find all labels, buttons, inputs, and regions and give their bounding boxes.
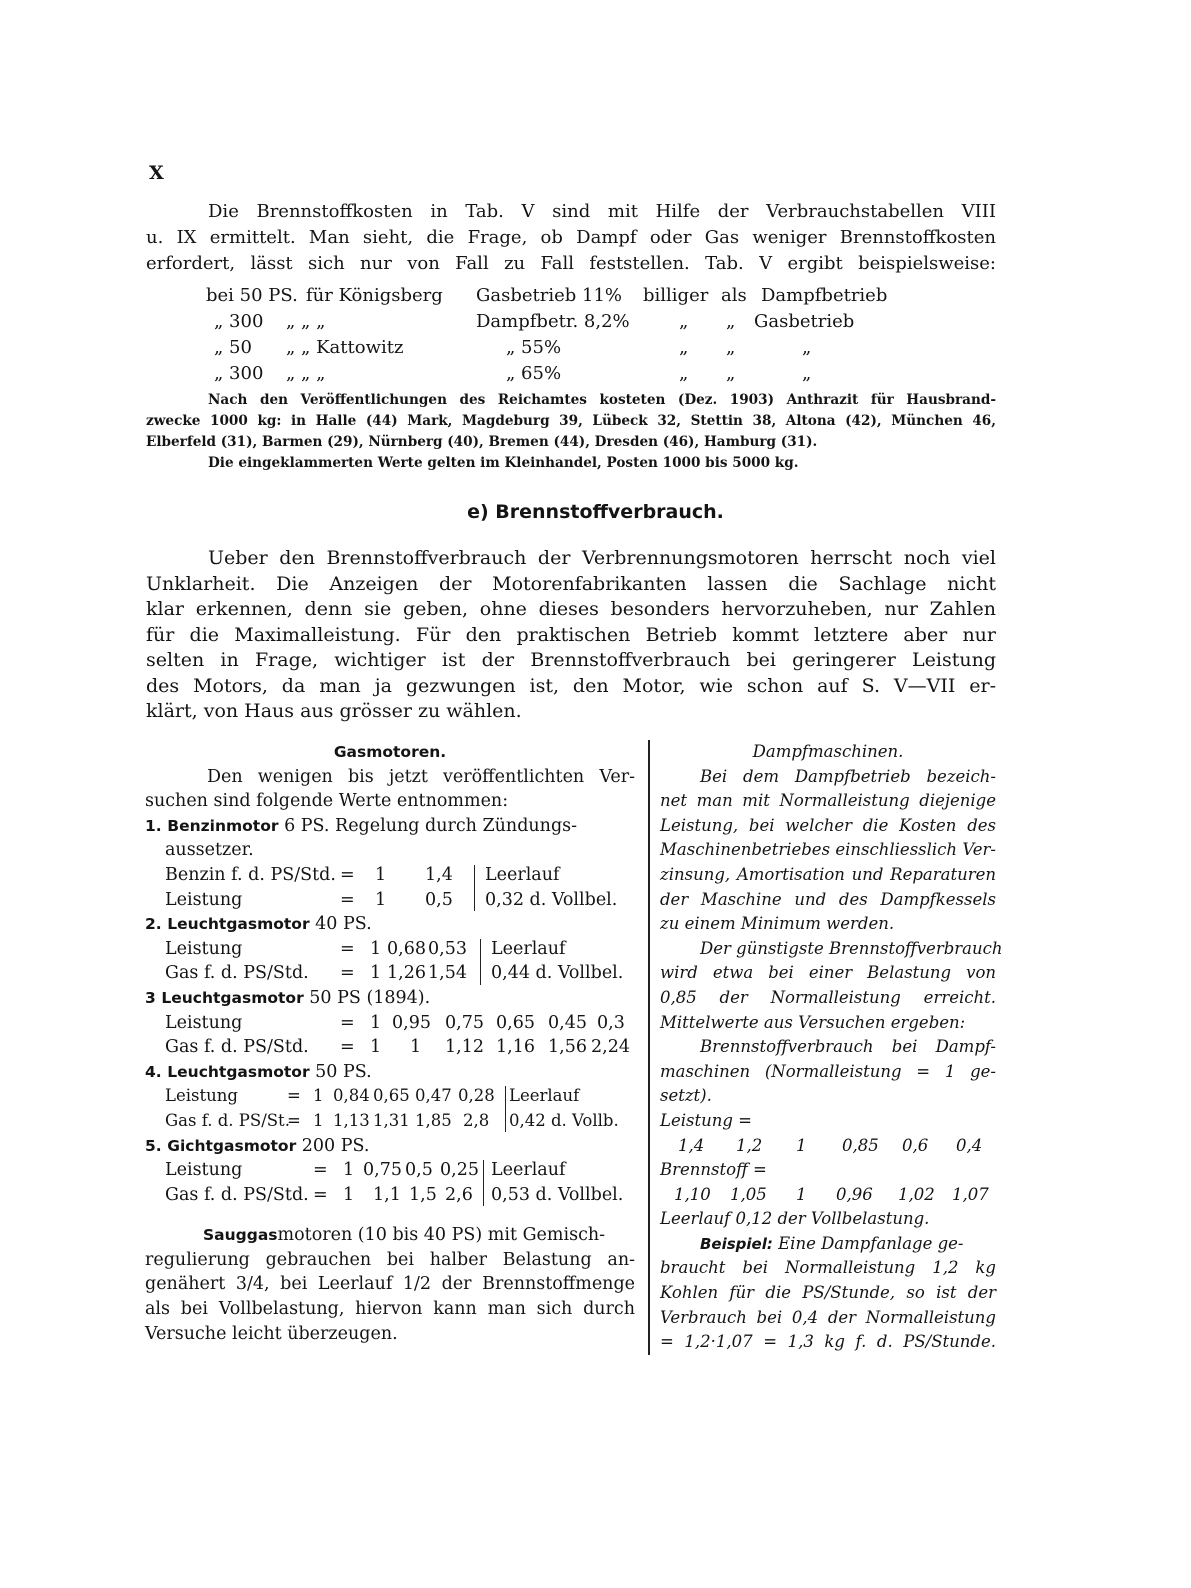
comparison-table — [206, 283, 906, 387]
row-label: Gas f. d. PS/Std. — [165, 1037, 309, 1058]
footnote-line: Nach den Veröffentlichungen des Reichamtes kosteten (Dez. 1903) Anthrazit für Hausbrand- — [208, 392, 996, 408]
body-line: Ueber den Brennstoffverbrauch der Verbrennungsmotoren herrscht noch viel — [208, 547, 996, 569]
row-note: 0,53 d. Vollbel. — [491, 1184, 624, 1205]
cmp-cell: „ — [679, 337, 689, 358]
body-line: für die Maximalleistung. Für den praktischen Betrieb kommt letztere aber nur — [146, 623, 996, 646]
motor-3-row — [145, 1011, 635, 1036]
section-heading: e) Brennstoffverbrauch. — [467, 501, 724, 523]
motor-number: 4. — [145, 1062, 162, 1081]
row-note: Leerlauf — [491, 1160, 566, 1181]
sauggas-line: als bei Vollbelastung, hiervon kann man sich durch — [145, 1299, 635, 1320]
footnote — [146, 390, 996, 474]
row-val: 1,26 — [387, 963, 426, 984]
value: 1 — [796, 1135, 807, 1155]
leistung-values — [660, 1134, 996, 1159]
cmp-cell: Gasbetrieb — [754, 311, 855, 332]
row-val: 1,56 — [548, 1037, 587, 1058]
dampf-line: Maschinenbetriebes einschliesslich Ver- — [660, 840, 996, 860]
cmp-cell: „ 50 — [214, 337, 252, 358]
sauggas-bold: Sauggas — [203, 1226, 278, 1245]
row-note: Leerlauf — [509, 1086, 580, 1106]
row-val: 0,84 — [333, 1086, 370, 1106]
row-eq: = — [340, 963, 355, 984]
cmp-cell: „ — [679, 311, 689, 332]
row-label: Leistung — [165, 1160, 243, 1181]
row-val: 1 — [375, 889, 387, 910]
row-note: 0,42 d. Vollb. — [509, 1110, 619, 1130]
column-divider — [648, 740, 650, 1355]
motor-name: Gichtgasmotor — [167, 1136, 297, 1155]
leistung-label: Leistung = — [660, 1110, 752, 1130]
dampf-line: wird etwa bei einer Belastung von — [660, 963, 996, 983]
row-val: 1,16 — [496, 1037, 535, 1058]
row-val: 1 — [343, 1160, 355, 1181]
cmp-cell: „ 65% — [506, 363, 562, 384]
comparison-row — [206, 309, 906, 335]
row-val: 1 — [313, 1086, 324, 1106]
motor-desc-cont: aussetzer. — [165, 840, 254, 861]
row-val: 1 — [370, 963, 382, 984]
sauggas-line: Versuche leicht überzeugen. — [145, 1323, 398, 1344]
row-label: Leistung — [165, 1086, 238, 1106]
value: 0,85 — [842, 1135, 879, 1155]
dampf-line: setzt). — [660, 1086, 712, 1106]
motor-desc: 40 PS. — [309, 914, 372, 935]
value: 1,02 — [898, 1184, 935, 1204]
motor-name: Leuchtgasmotor — [167, 1062, 310, 1081]
dampf-line: maschinen (Normalleistung = 1 ge- — [660, 1061, 996, 1081]
row-eq: = — [313, 1184, 328, 1205]
cmp-cell: „ 55% — [506, 337, 562, 358]
row-val: 1,85 — [415, 1110, 452, 1130]
row-val: 1 — [370, 938, 382, 959]
sauggas-line — [145, 1223, 635, 1248]
row-eq: = — [340, 1012, 355, 1033]
row-label: Benzin f. d. PS/Std. — [165, 864, 336, 885]
footnote-line: Die eingeklammerten Werte gelten im Kleinhandel, Posten 1000 bis 5000 kg. — [208, 455, 799, 471]
cmp-cell: „ „ „ — [286, 363, 326, 384]
dampf-line: Der günstigste Brennstoffverbrauch — [700, 938, 1003, 958]
row-val: 0,47 — [415, 1086, 452, 1106]
row-eq: = — [287, 1110, 301, 1130]
dampf-line: 0,85 der Normalleistung erreicht. — [660, 987, 996, 1007]
beispiel-line: Kohlen für die PS/Stunde, so ist der — [660, 1283, 996, 1303]
row-val: 0,95 — [392, 1012, 431, 1033]
row-note: Leerlauf — [491, 938, 566, 959]
row-eq: = — [340, 938, 355, 959]
sauggas-text: motoren (10 bis 40 PS) mit Gemisch- — [277, 1225, 606, 1246]
footnote-line: Elberfeld (31), Barmen (29), Nürnberg (40), Bremen (44), Dresden (46), Hamburg (31). — [146, 434, 818, 450]
value: 0,6 — [902, 1135, 929, 1155]
row-label: Gas f. d. PS/Std. — [165, 1184, 309, 1205]
motor-number: 1. — [145, 816, 162, 835]
dampf-line: net man mit Normalleistung diejenige — [660, 791, 996, 811]
sauggas-line: genähert 3/4, bei Leerlauf 1/2 der Brennstoffmenge — [145, 1274, 635, 1295]
body-line: Unklarheit. Die Anzeigen der Motorenfabrikanten lassen die Sachlage nicht — [146, 572, 996, 595]
value: 1,07 — [952, 1184, 989, 1204]
comparison-row — [206, 335, 906, 361]
row-val: 1 — [313, 1110, 324, 1130]
motor-4-row — [145, 1109, 635, 1134]
row-val: 1,54 — [428, 963, 467, 984]
row-val: 2,6 — [445, 1184, 473, 1205]
motor-3-heading — [145, 986, 635, 1011]
motor-2-row — [145, 961, 635, 986]
cmp-cell: Gasbetrieb 11% — [476, 285, 623, 306]
cmp-cell: „ „ „ — [286, 311, 326, 332]
row-val: 0,68 — [387, 938, 426, 959]
motor-1-row — [145, 888, 635, 913]
gas-intro-line: suchen sind folgende Werte entnommen: — [145, 791, 509, 812]
motor-4-row — [145, 1084, 635, 1109]
cmp-cell: als — [721, 285, 747, 306]
beispiel-label: Beispiel: — [700, 1234, 773, 1253]
value: 1,2 — [736, 1135, 763, 1155]
motor-5-row — [145, 1183, 635, 1208]
value: 1,10 — [674, 1184, 711, 1204]
row-val: 0,45 — [548, 1012, 587, 1033]
row-val: 1,13 — [333, 1110, 370, 1130]
motor-1-heading — [145, 814, 635, 839]
body-line: klar erkennen, denn sie geben, ohne dieses besonders hervorzuheben, nur Zahlen — [146, 598, 996, 620]
row-eq: = — [313, 1160, 328, 1181]
beispiel-line: Verbrauch bei 0,4 der Normalleistung — [660, 1307, 996, 1327]
row-val: 0,65 — [373, 1086, 410, 1106]
intro-line: Die Brennstoffkosten in Tab. V sind mit Hilfe der Verbrauchstabellen VIII — [208, 201, 996, 222]
beispiel-line — [660, 1232, 996, 1257]
cmp-cell: „ 300 — [214, 311, 264, 332]
row-val: 0,53 — [428, 938, 467, 959]
row-eq: = — [340, 1037, 355, 1058]
motor-desc: 50 PS. — [309, 1061, 372, 1082]
motor-5-row — [145, 1158, 635, 1183]
body-line: selten in Frage, wichtiger ist der Brennstoffverbrauch bei geringerer Leistung — [146, 649, 996, 671]
row-val: 1 — [375, 864, 387, 885]
row-label: Leistung — [165, 889, 243, 910]
intro-line: erfordert, lässt sich nur von Fall zu Fall feststellen. Tab. V ergibt beispielsweise: — [146, 253, 996, 274]
row-label: Leistung — [165, 1012, 243, 1033]
motor-number: 3 — [145, 988, 156, 1007]
leerlauf-note: Leerlauf 0,12 der Vollbelastung. — [660, 1209, 930, 1229]
row-val: 1,5 — [409, 1184, 437, 1205]
beispiel-text: Eine Dampfanlage ge- — [772, 1233, 964, 1253]
motor-2-heading — [145, 912, 635, 937]
cmp-cell: „ 300 — [214, 363, 264, 384]
row-val: 1 — [370, 1012, 382, 1033]
row-val: 0,75 — [363, 1160, 402, 1181]
cmp-cell: Dampfbetr. 8,2% — [476, 311, 630, 332]
gas-intro-line: Den wenigen bis jetzt veröffentlichten Ver- — [207, 766, 635, 787]
value: 0,96 — [836, 1184, 873, 1204]
row-val: 0,28 — [458, 1086, 495, 1106]
row-val: 0,3 — [597, 1012, 625, 1033]
row-val: 1 — [410, 1037, 422, 1058]
motor-number: 2. — [145, 915, 162, 934]
gasmotoren-title: Gasmotoren. — [333, 743, 447, 761]
body-paragraph — [146, 546, 996, 725]
dampf-line: Leistung, bei welcher die Kosten des — [660, 815, 996, 835]
beispiel-line: = 1,2·1,07 = 1,3 kg f. d. PS/Stunde. — [660, 1332, 996, 1352]
motor-desc: 200 PS. — [296, 1135, 370, 1156]
intro-paragraph — [146, 199, 996, 277]
row-val: 0,65 — [496, 1012, 535, 1033]
cmp-cell: „ „ Kattowitz — [286, 337, 404, 358]
footnote-line: zwecke 1000 kg: in Halle (44) Mark, Magdeburg 39, Lübeck 32, Stettin 38, Altona (42), München 46, — [146, 413, 996, 429]
row-val: 1 — [343, 1184, 355, 1205]
row-val: 1 — [370, 1037, 382, 1058]
motor-5-heading — [145, 1134, 635, 1159]
value: 1 — [796, 1184, 807, 1204]
dampf-title: Dampfmaschinen. — [752, 742, 904, 761]
motor-name: Benzinmotor — [167, 816, 279, 835]
cmp-cell: billiger — [643, 285, 709, 306]
row-val: 1,4 — [425, 864, 453, 885]
brennstoff-values — [660, 1183, 996, 1208]
row-note: Leerlauf — [485, 864, 560, 885]
row-val: 1,12 — [445, 1037, 484, 1058]
row-eq: = — [287, 1086, 301, 1106]
row-val: 0,5 — [425, 889, 453, 910]
cmp-cell: „ — [679, 363, 689, 384]
row-val: 0,5 — [405, 1160, 433, 1181]
dampf-line: Bei dem Dampfbetrieb bezeich- — [700, 766, 996, 786]
motor-name: Leuchtgasmotor — [161, 988, 304, 1007]
cmp-cell: bei 50 PS. — [206, 285, 298, 306]
dampf-line: Mittelwerte aus Versuchen ergeben: — [660, 1012, 966, 1032]
body-line: des Motors, da man ja gezwungen ist, den Motor, wie schon auf S. V—VII er- — [146, 674, 996, 697]
comparison-row — [206, 361, 906, 387]
dampfmaschinen-column — [660, 740, 1003, 1355]
cmp-cell: für Königsberg — [306, 285, 443, 306]
cmp-cell: „ — [726, 363, 736, 384]
row-label: Gas f. d. PS/St. — [165, 1110, 290, 1130]
row-eq: = — [340, 864, 355, 885]
motor-3-row — [145, 1035, 635, 1060]
row-eq: = — [340, 889, 355, 910]
row-label: Gas f. d. PS/Std. — [165, 963, 309, 984]
page-number: X — [149, 162, 164, 184]
cmp-cell: „ — [802, 337, 812, 358]
cmp-cell: „ — [726, 337, 736, 358]
row-val: 1,1 — [373, 1184, 401, 1205]
value: 1,4 — [678, 1135, 705, 1155]
motor-4-heading — [145, 1060, 635, 1085]
row-note: 0,32 d. Vollbel. — [485, 889, 618, 910]
row-val: 0,25 — [440, 1160, 479, 1181]
motor-name: Leuchtgasmotor — [167, 915, 310, 934]
motor-desc: 50 PS (1894). — [303, 987, 431, 1008]
dampf-line: zinsung, Amortisation und Reparaturen — [660, 864, 996, 884]
row-val: 2,8 — [463, 1110, 490, 1130]
row-label: Leistung — [165, 938, 243, 959]
motor-desc: 6 PS. Regelung durch Zündungs- — [278, 815, 578, 836]
intro-line: u. IX ermittelt. Man sieht, die Frage, ob Dampf oder Gas weniger Brennstoffkosten — [146, 227, 996, 248]
cmp-cell: „ — [726, 311, 736, 332]
row-val: 2,24 — [591, 1037, 630, 1058]
sauggas-line: regulierung gebrauchen bei halber Belastung an- — [145, 1249, 635, 1270]
brennstoff-label: Brennstoff = — [660, 1160, 767, 1180]
dampf-line: Brennstoffverbrauch bei Dampf- — [700, 1037, 996, 1057]
comparison-row — [206, 283, 906, 309]
dampf-line: der Maschine und des Dampfkessels — [660, 889, 996, 909]
cmp-cell: Dampfbetrieb — [761, 285, 888, 306]
value: 0,4 — [956, 1135, 983, 1155]
motor-2-row — [145, 937, 635, 962]
dampf-line: zu einem Minimum werden. — [660, 914, 895, 934]
beispiel-line: braucht bei Normalleistung 1,2 kg — [660, 1258, 996, 1278]
value: 1,05 — [730, 1184, 767, 1204]
cmp-cell: „ — [802, 363, 812, 384]
row-val: 1,31 — [373, 1110, 410, 1130]
row-note: 0,44 d. Vollbel. — [491, 963, 624, 984]
motor-number: 5. — [145, 1136, 162, 1155]
row-val: 0,75 — [445, 1012, 484, 1033]
body-line: klärt, von Haus aus grösser zu wählen. — [146, 700, 522, 722]
motor-1-row — [145, 863, 635, 888]
gasmotoren-column — [145, 740, 635, 1346]
